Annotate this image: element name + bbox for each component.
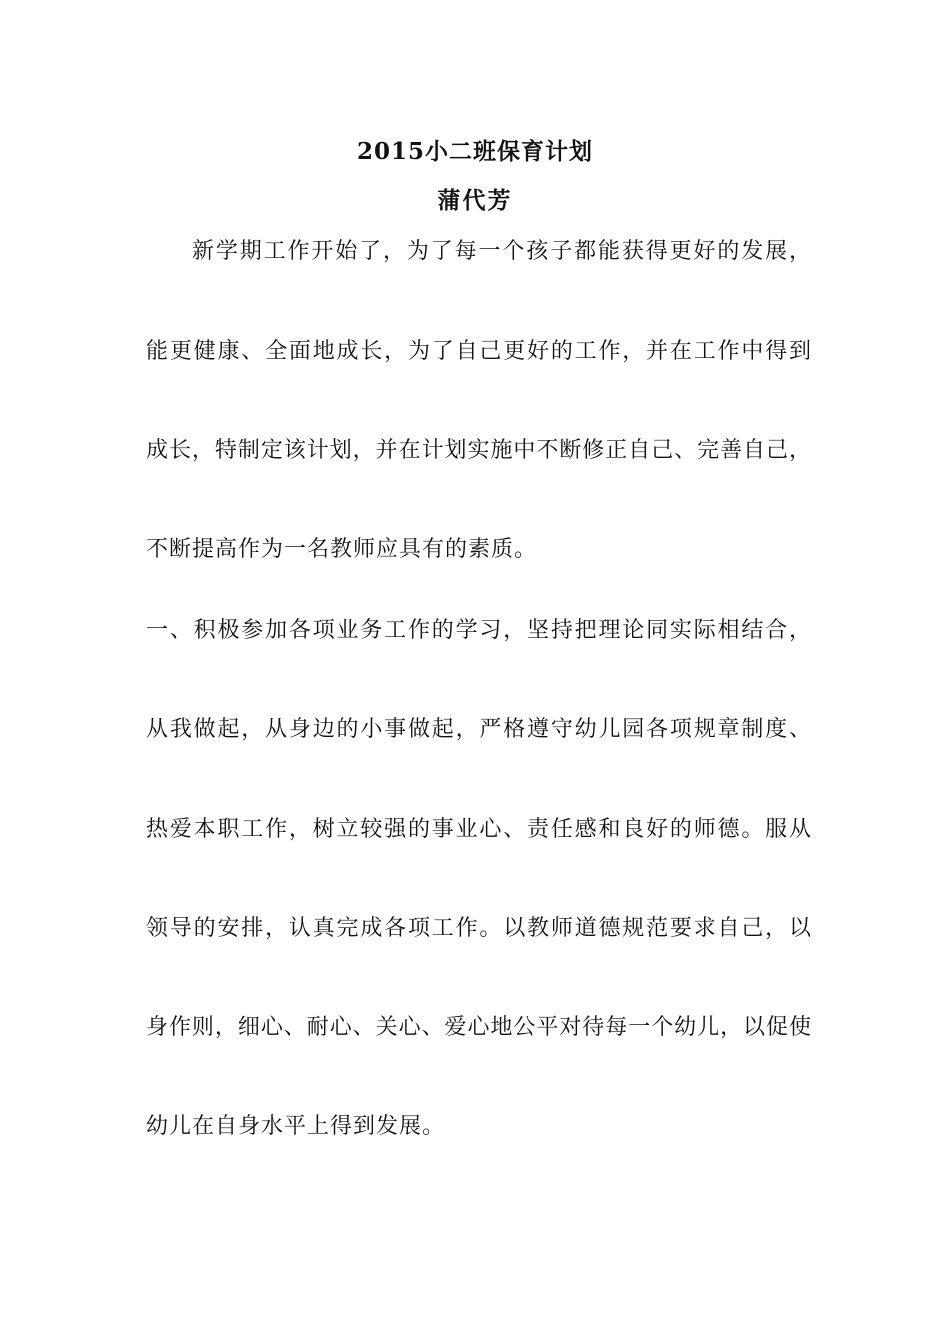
document-title: 2015小二班保育计划 [356,138,593,165]
paragraph-line: 成长，特制定该计划，并在计划实施中不断修正自己、完善自己， [146,438,811,463]
paragraph-line: 领导的安排，认真完成各项工作。以教师道德规范要求自己，以 [146,916,811,941]
paragraph-line: 不断提高作为一名教师应具有的素质。 [146,537,538,562]
paragraph-line: 一、积极参加各项业务工作的学习，坚持把理论同实际相结合， [146,618,811,643]
document-author: 蒲代芳 [437,187,513,214]
paragraph-line: 从我做起，从身边的小事做起，严格遵守幼儿园各项规章制度、 [146,717,811,742]
paragraph-line: 能更健康、全面地成长，为了自己更好的工作，并在工作中得到 [146,339,811,364]
paragraph-line: 新学期工作开始了，为了每一个孩子都能获得更好的发展， [192,239,811,264]
paragraph-line: 热爱本职工作，树立较强的事业心、责任感和良好的师德。服从 [146,817,811,842]
paragraph-line: 幼儿在自身水平上得到发展。 [146,1114,446,1139]
paragraph-line: 身作则，细心、耐心、关心、爱心地公平对待每一个幼儿，以促使 [146,1015,811,1040]
